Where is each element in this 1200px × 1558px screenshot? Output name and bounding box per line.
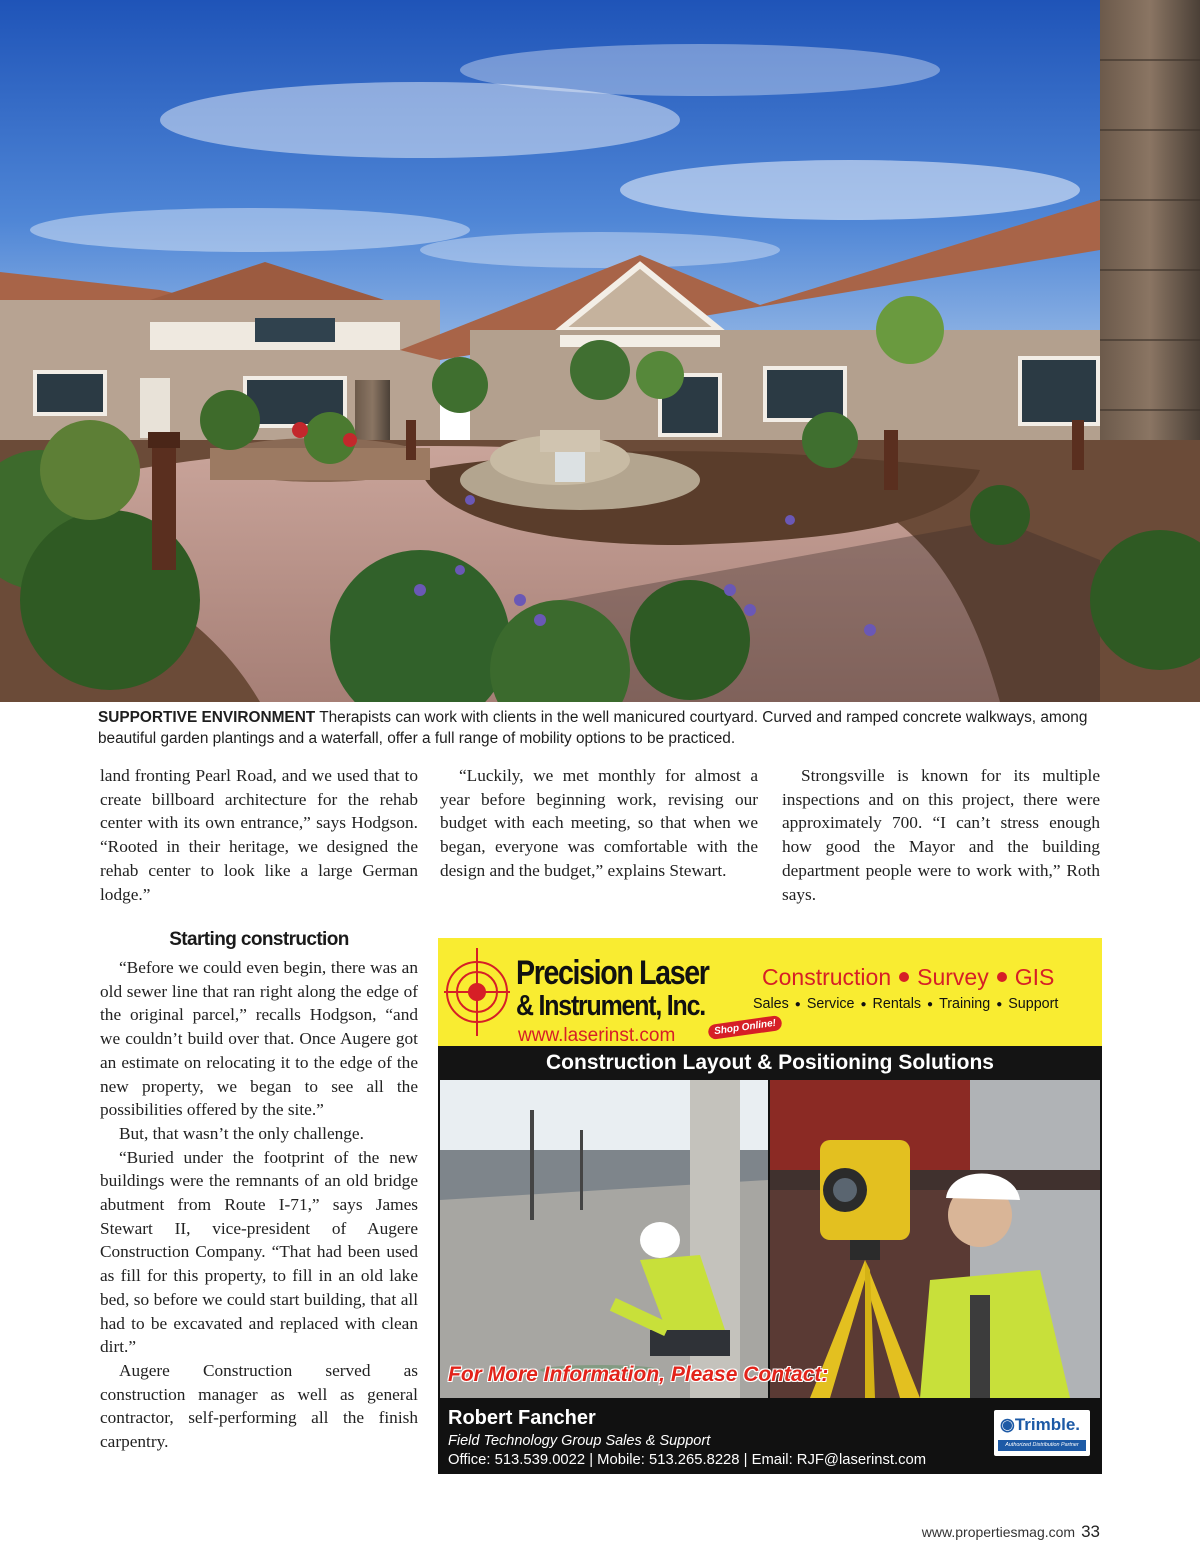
surveyor-marking-photo <box>440 1080 768 1398</box>
page-number: 33 <box>1081 1522 1100 1541</box>
paragraph: “Before we could even begin, there was an old sewer line that ran right along the edge of the original parcel,” recalls Hodgson, “and we couldn’t build over that. Once Augere got an estimate on relocating it to the edge of the new property, we began to see all the possibilities offered by the site.” <box>100 958 418 1120</box>
paragraph: Augere Construction served as construction manager as well as general contractor, self-performing all the finish carpentry. <box>100 1360 418 1452</box>
bullet-icon: ● <box>794 999 801 1010</box>
section-subhead: Starting construction <box>169 929 349 950</box>
trimble-partner-label: Authorized Distribution Partner <box>998 1440 1086 1451</box>
trimble-partner-logo <box>994 1410 1090 1456</box>
bullet-icon <box>997 972 1007 982</box>
paragraph: “Buried under the footprint of the new buildings were the remnants of an old bridge abutment from Route I-71,” says James Stewart II, vice-president of Augere Construction Company. “That had been used as fill for this property, to fill in an old lake bed, so before we could start building, that all had to be excavated and replaced with clean dirt.” <box>100 1147 418 1357</box>
trimble-globe-icon: ◉ <box>1000 1415 1015 1434</box>
photo-caption <box>98 707 1108 749</box>
tagline-item: Support <box>1008 996 1059 1012</box>
column-1-bottom <box>100 956 418 1454</box>
ad-company-name-line2: & Instrument, Inc. <box>516 990 705 1022</box>
shop-online-badge[interactable]: Shop Online! <box>707 1015 783 1040</box>
ad-header <box>438 938 1102 1046</box>
courtyard-photo <box>0 0 1200 702</box>
column-3 <box>782 764 1100 906</box>
ad-website-link[interactable]: www.laserinst.com <box>518 1025 676 1046</box>
ad-headline-band: Construction Layout & Positioning Solutions <box>438 1046 1102 1080</box>
ad-services <box>762 964 1054 991</box>
ad-contact-details[interactable]: Office: 513.539.0022 | Mobile: 513.265.8228 | Email: RJF@laserinst.com <box>448 1452 927 1468</box>
footer-url[interactable]: www.propertiesmag.com <box>921 1524 1076 1540</box>
ad-contact-name: Robert Fancher <box>448 1407 596 1429</box>
trimble-wordmark: Trimble. <box>1014 1415 1081 1434</box>
column-2 <box>440 764 758 883</box>
tagline-item: Training <box>939 996 991 1012</box>
caption-heading: SUPPORTIVE ENVIRONMENT <box>98 709 316 726</box>
paragraph: But, that wasn’t the only challenge. <box>119 1123 364 1143</box>
precision-laser-ad[interactable] <box>438 938 1102 1474</box>
service-survey: Survey <box>917 964 989 990</box>
trimble-logo-icon <box>1000 1415 1080 1435</box>
tagline-item: Service <box>806 996 855 1012</box>
tagline-item: Rentals <box>872 996 922 1012</box>
service-gis: GIS <box>1014 964 1055 990</box>
service-construction: Construction <box>762 964 892 990</box>
crosshair-target-icon <box>444 944 510 1040</box>
paragraph: land fronting Pearl Road, and we used that to create billboard architecture for the rehab center with its own entrance,” says Hodgson. “Rooted in their heritage, we designed the rehab center to look like a large German lodge.” <box>100 766 418 904</box>
tagline-item: Sales <box>753 996 789 1012</box>
total-station-photo <box>770 1080 1100 1398</box>
column-1-top <box>100 764 418 906</box>
paragraph: “Luckily, we met monthly for almost a year before beginning work, revising our budget with each meeting, so that when we began, everyone was comfortable with the design and the budget,” explains Stewart. <box>440 766 758 880</box>
bullet-icon: ● <box>860 999 867 1010</box>
bullet-icon <box>899 972 909 982</box>
caption-text: Therapists can work with clients in the well manicured courtyard. Curved and ramped concrete walkways, among beautiful garden plantings and a waterfall, offer a full range of mobility options to be practiced. <box>98 709 1088 747</box>
paragraph: Strongsville is known for its multiple inspections and on this project, there were approximately 700. “I can’t stress enough how good the Mayor and the building department people were to work with,” Roth says. <box>782 766 1100 904</box>
ad-contact-title: Field Technology Group Sales & Support <box>448 1433 711 1449</box>
bullet-icon: ● <box>996 999 1003 1010</box>
page-footer <box>922 1522 1100 1542</box>
ad-tagline <box>753 996 1058 1012</box>
bullet-icon: ● <box>927 999 934 1010</box>
ad-contact-heading: For More Information, Please Contact: <box>448 1363 829 1386</box>
ad-company-name: Precision Laser <box>516 954 709 992</box>
